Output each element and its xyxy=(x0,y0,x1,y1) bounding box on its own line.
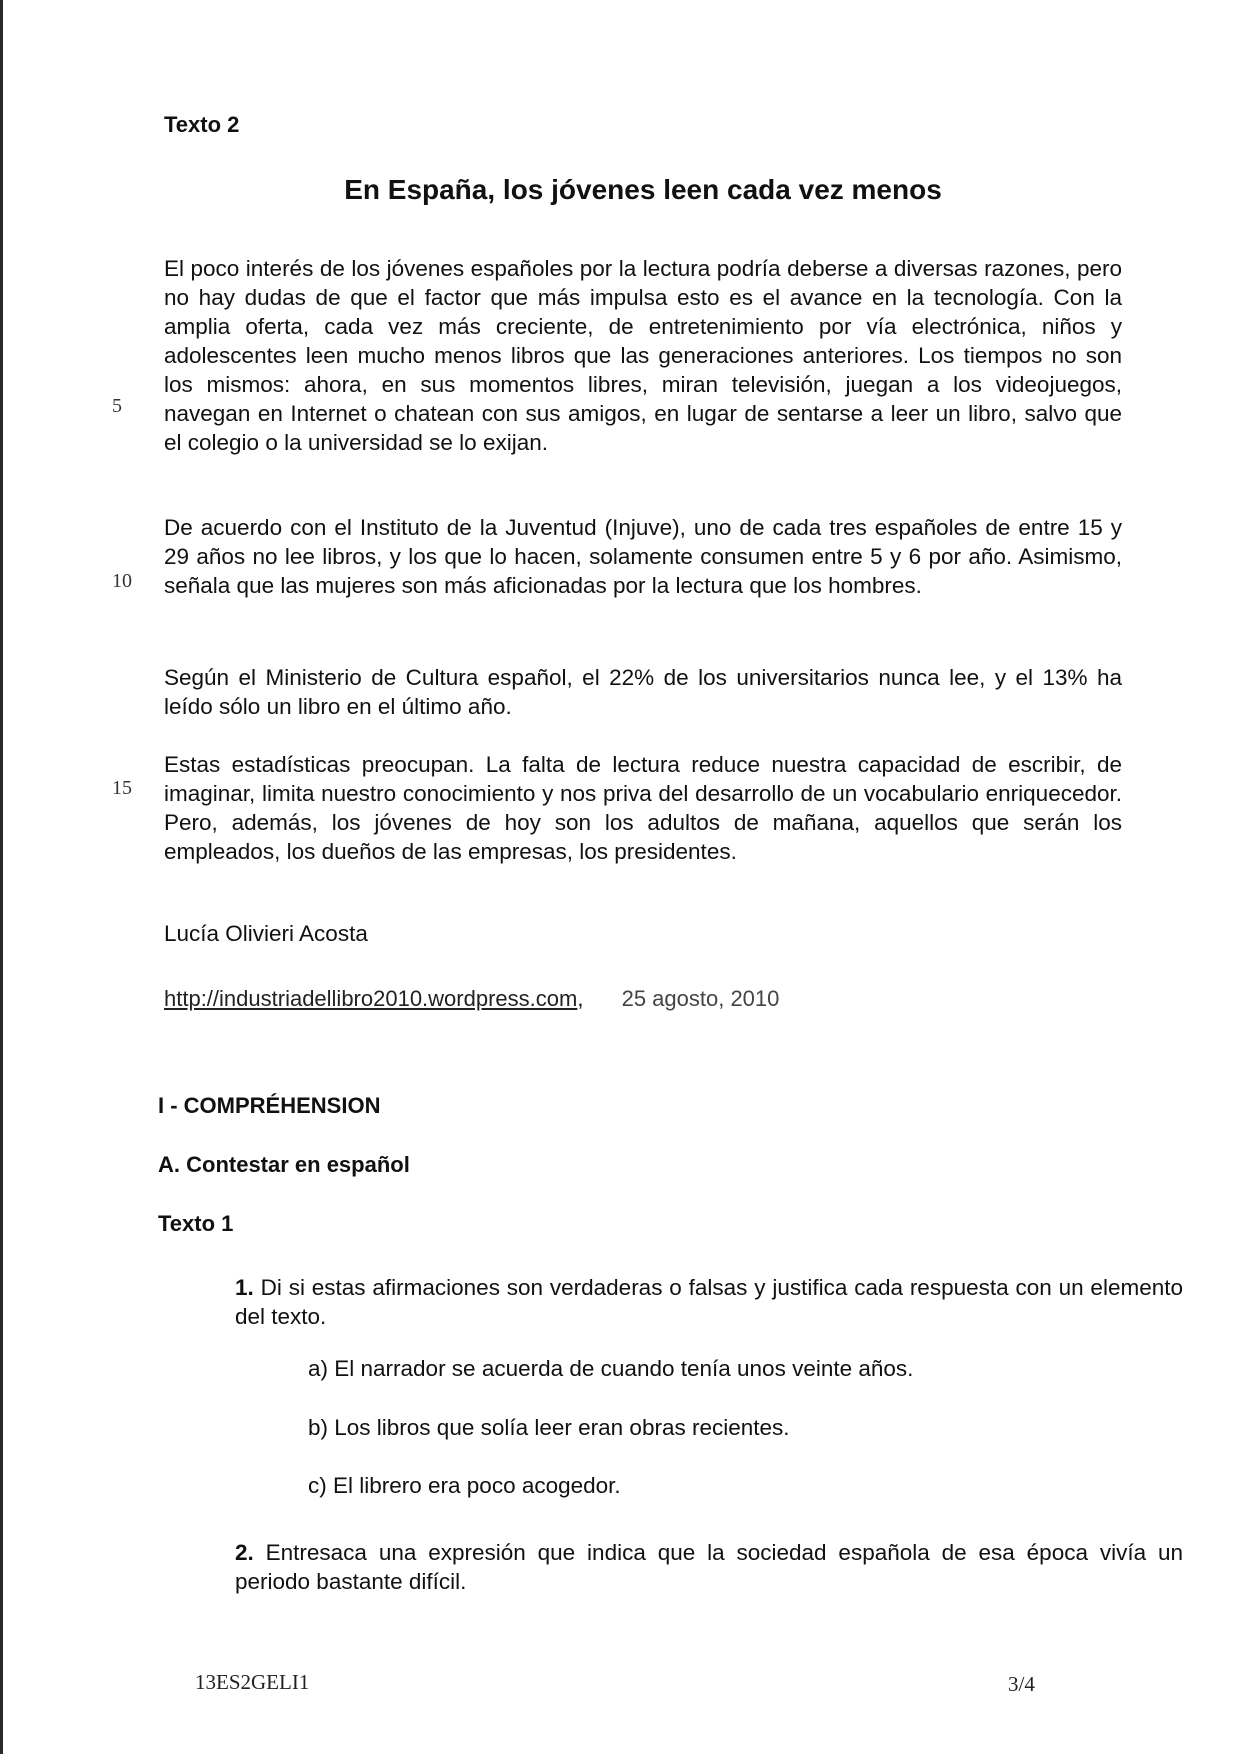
section-subheading: A. Contestar en español xyxy=(158,1152,410,1177)
question-1-item-a: a) El narrador se acuerda de cuando tenía unos veinte años. xyxy=(308,1356,914,1381)
question-1-item-c: c) El librero era poco acogedor. xyxy=(308,1473,621,1498)
question-1-text: Di si estas afirmaciones son verdaderas o falsas y justifica cada respuesta con un elemento del texto. xyxy=(235,1275,1183,1329)
question-2-text: Entresaca una expresión que indica que la sociedad española de esa época vivía un periodo bastante difícil. xyxy=(235,1540,1183,1594)
line-number-5: 5 xyxy=(112,395,122,417)
question-1-number: 1. xyxy=(235,1275,254,1300)
article-title: En España, los jóvenes leen cada vez menos xyxy=(344,174,942,205)
article-paragraph-2: De acuerdo con el Instituto de la Juventud (Injuve), uno de cada tres españoles de entre 15 y 29 años no lee libros, y los que lo hacen, solamente consumen entre 5 y 6 por año. Asimismo, señala que las mujeres son más aficionadas por la lectura que los hombres. xyxy=(164,515,1122,598)
article-paragraph-3: Según el Ministerio de Cultura español, el 22% de los universitarios nunca lee, y el 13% ha leído sólo un libro en el último año. xyxy=(164,665,1122,719)
texto1-label: Texto 1 xyxy=(158,1211,234,1236)
section-heading: I - COMPRÉHENSION xyxy=(158,1093,381,1118)
source-link[interactable]: http://industriadellibro2010.wordpress.com xyxy=(164,986,578,1011)
article-source xyxy=(164,986,779,1012)
line-number-15: 15 xyxy=(112,777,132,799)
question-1 xyxy=(235,1273,1183,1331)
article-author: Lucía Olivieri Acosta xyxy=(164,921,368,946)
question-1-item-b: b) Los libros que solía leer eran obras recientes. xyxy=(308,1415,790,1440)
page-scan-edge xyxy=(0,0,3,1754)
question-2-number: 2. xyxy=(235,1540,254,1565)
article-paragraph-4: Estas estadísticas preocupan. La falta de lectura reduce nuestra capacidad de escribir, de imaginar, limita nuestro conocimiento y nos priva del desarrollo de un vocabulario enriquecedor. Pero, además, los jóvenes de hoy son los adultos de mañana, aquellos que serán los empleados, los dueños de las empresas, los presidentes. xyxy=(164,752,1122,864)
source-separator: , xyxy=(577,986,584,1011)
footer-page-number: 3/4 xyxy=(1008,1672,1035,1696)
line-number-10: 10 xyxy=(112,570,132,592)
question-2 xyxy=(235,1538,1183,1596)
footer-code: 13ES2GELI1 xyxy=(195,1670,310,1694)
article-date: 25 agosto, 2010 xyxy=(621,986,780,1011)
texto2-label: Texto 2 xyxy=(164,112,240,137)
article-paragraph-1: El poco interés de los jóvenes españoles por la lectura podría deberse a diversas razones, pero no hay dudas de que el factor que más impulsa esto es el avance en la tecnología. Con la amplia oferta, cada vez más creciente, de entretenimiento por vía electrónica, niños y adolescentes leen mucho menos libros que las generaciones anteriores. Los tiempos no son los mismos: ahora, en sus momentos libres, miran televisión, juegan a los videojuegos, navegan en Internet o chatean con sus amigos, en lugar de sentarse a leer un libro, salvo que el colegio o la universidad se lo exijan. xyxy=(164,256,1122,455)
